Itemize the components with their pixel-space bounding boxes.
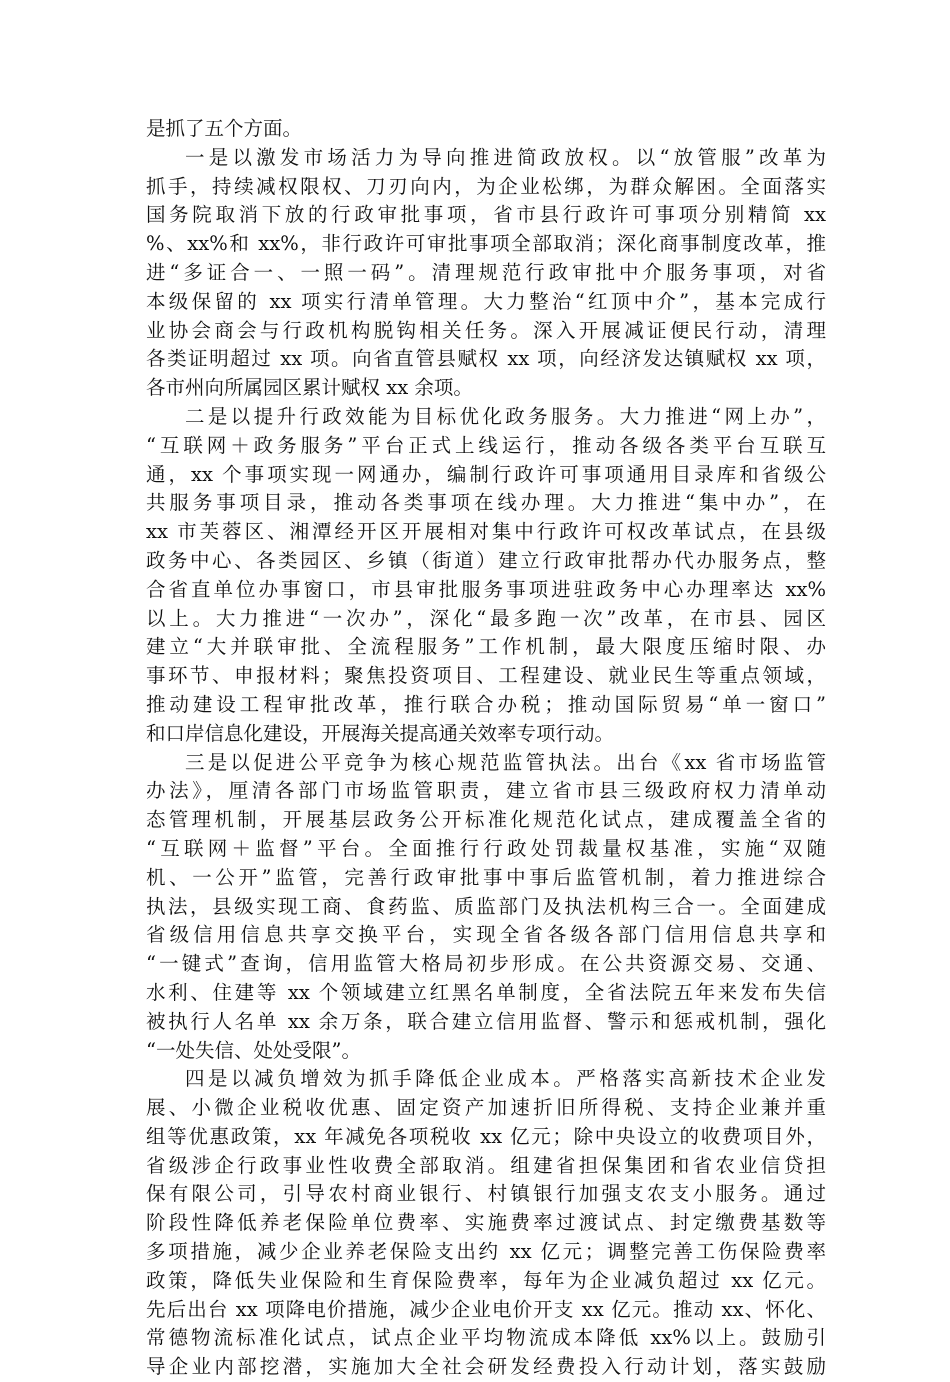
document-body (146, 115, 826, 1382)
text-line: 二是以提升行政效能为目标优化政务服务。大力推进“网上办”， (185, 404, 826, 428)
text-line: 一是以激发市场活力为导向推进简政放权。以“放管服”改革为 (185, 145, 826, 169)
text-line: 推动建设工程审批改革，推行联合办税；推动国际贸易“单一窗口” (146, 692, 826, 716)
text-line: 机、一公开”监管，完善行政审批事中事后监管机制，着力推进综合 (146, 865, 826, 889)
text-line: 三是以促进公平竞争为核心规范监管执法。出台《xx 省市场监管 (185, 750, 826, 774)
text-line: 省级涉企行政事业性收费全部取消。组建省担保集团和省农业信贷担 (146, 1153, 826, 1177)
text-line: 各市州向所属园区累计赋权 xx 余项。 (146, 376, 473, 400)
text-line: 导企业内部挖潜，实施加大全社会研发经费投入行动计划，落实鼓励 (146, 1355, 826, 1379)
text-line: 事环节、申报材料；聚焦投资项目、工程建设、就业民生等重点领域， (146, 664, 826, 688)
text-line: 多项措施，减少企业养老保险支出约 xx 亿元；调整完善工伤保险费率 (146, 1240, 826, 1264)
text-line: 常德物流标准化试点，试点企业平均物流成本降低 xx%以上。鼓励引 (146, 1326, 826, 1350)
text-line: 四是以减负增效为抓手降低企业成本。严格落实高新技术企业发 (185, 1067, 826, 1091)
text-line: “一键式”查询，信用监管大格局初步形成。在公共资源交易、交通、 (146, 952, 826, 976)
text-line: “互联网＋政务服务”平台正式上线运行，推动各级各类平台互联互 (146, 433, 826, 457)
text-line: 共服务事项目录，推动各类事项在线办理。大力推进“集中办”，在 (146, 491, 826, 515)
text-line: 各类证明超过 xx 项。向省直管县赋权 xx 项，向经济发达镇赋权 xx 项， (146, 347, 826, 371)
text-line: 本级保留的 xx 项实行清单管理。大力整治“红顶中介”，基本完成行 (146, 289, 826, 313)
text-line: 合省直单位办事窗口，市县审批服务事项进驻政务中心办理率达 xx% (146, 577, 826, 601)
text-line: 政务中心、各类园区、乡镇（街道）建立行政审批帮办代办服务点，整 (146, 548, 826, 572)
text-line: xx 市芙蓉区、湘潭经开区开展相对集中行政许可权改革试点，在县级 (146, 520, 826, 544)
text-line: 进“多证合一、一照一码”。清理规范行政审批中介服务事项，对省 (146, 260, 826, 284)
text-line: “互联网＋监督”平台。全面推行行政处罚裁量权基准，实施“双随 (146, 836, 826, 860)
text-line: 被执行人名单 xx 余万条，联合建立信用监督、警示和惩戒机制，强化 (146, 1009, 826, 1033)
text-line: 业协会商会与行政机构脱钩相关任务。深入开展减证便民行动，清理 (146, 318, 826, 342)
text-line: 态管理机制，开展基层政务公开标准化规范化试点，建成覆盖全省的 (146, 808, 826, 832)
text-line: 是抓了五个方面。 (146, 117, 303, 140)
text-line: %、xx%和 xx%，非行政许可审批事项全部取消；深化商事制度改革，推 (146, 232, 826, 256)
text-line: 阶段性降低养老保险单位费率、实施费率过渡试点、封定缴费基数等 (146, 1211, 826, 1235)
text-line: 水利、住建等 xx 个领域建立红黑名单制度，全省法院五年来发布失信 (146, 980, 826, 1004)
text-line: 抓手，持续减权限权、刀刃向内，为企业松绑，为群众解困。全面落实 (146, 174, 826, 198)
text-line: 省级信用信息共享交换平台，实现全省各级各部门信用信息共享和 (146, 923, 826, 947)
text-line: 建立“大并联审批、全流程服务”工作机制，最大限度压缩时限、办 (146, 635, 826, 659)
text-line: 以上。大力推进“一次办”，深化“最多跑一次”改革，在市县、园区 (146, 606, 826, 630)
text-line: 办法》，厘清各部门市场监管职责，建立省市县三级政府权力清单动 (146, 779, 826, 803)
text-line: 执法，县级实现工商、食药监、质监部门及执法机构三合一。全面建成 (146, 894, 826, 918)
text-line: 组等优惠政策，xx 年减免各项税收 xx 亿元；除中央设立的收费项目外， (146, 1124, 826, 1148)
text-line: 展、小微企业税收优惠、固定资产加速折旧所得税、支持企业兼并重 (146, 1096, 826, 1120)
text-line: 通，xx 个事项实现一网通办，编制行政许可事项通用目录库和省级公 (146, 462, 826, 486)
text-line: 国务院取消下放的行政审批事项，省市县行政许可事项分别精简 xx (146, 203, 826, 227)
text-line: 和口岸信息化建设，开展海关提高通关效率专项行动。 (146, 721, 615, 745)
text-line: 政策，降低失业保险和生育保险费率，每年为企业减负超过 xx 亿元。 (146, 1268, 826, 1292)
text-line: 先后出台 xx 项降电价措施，减少企业电价开支 xx 亿元。推动 xx、怀化、 (146, 1297, 826, 1321)
text-line: 保有限公司，引导农村商业银行、村镇银行加强支农支小服务。通过 (146, 1182, 826, 1206)
text-line: “一处失信、处处受限”。 (146, 1038, 361, 1062)
